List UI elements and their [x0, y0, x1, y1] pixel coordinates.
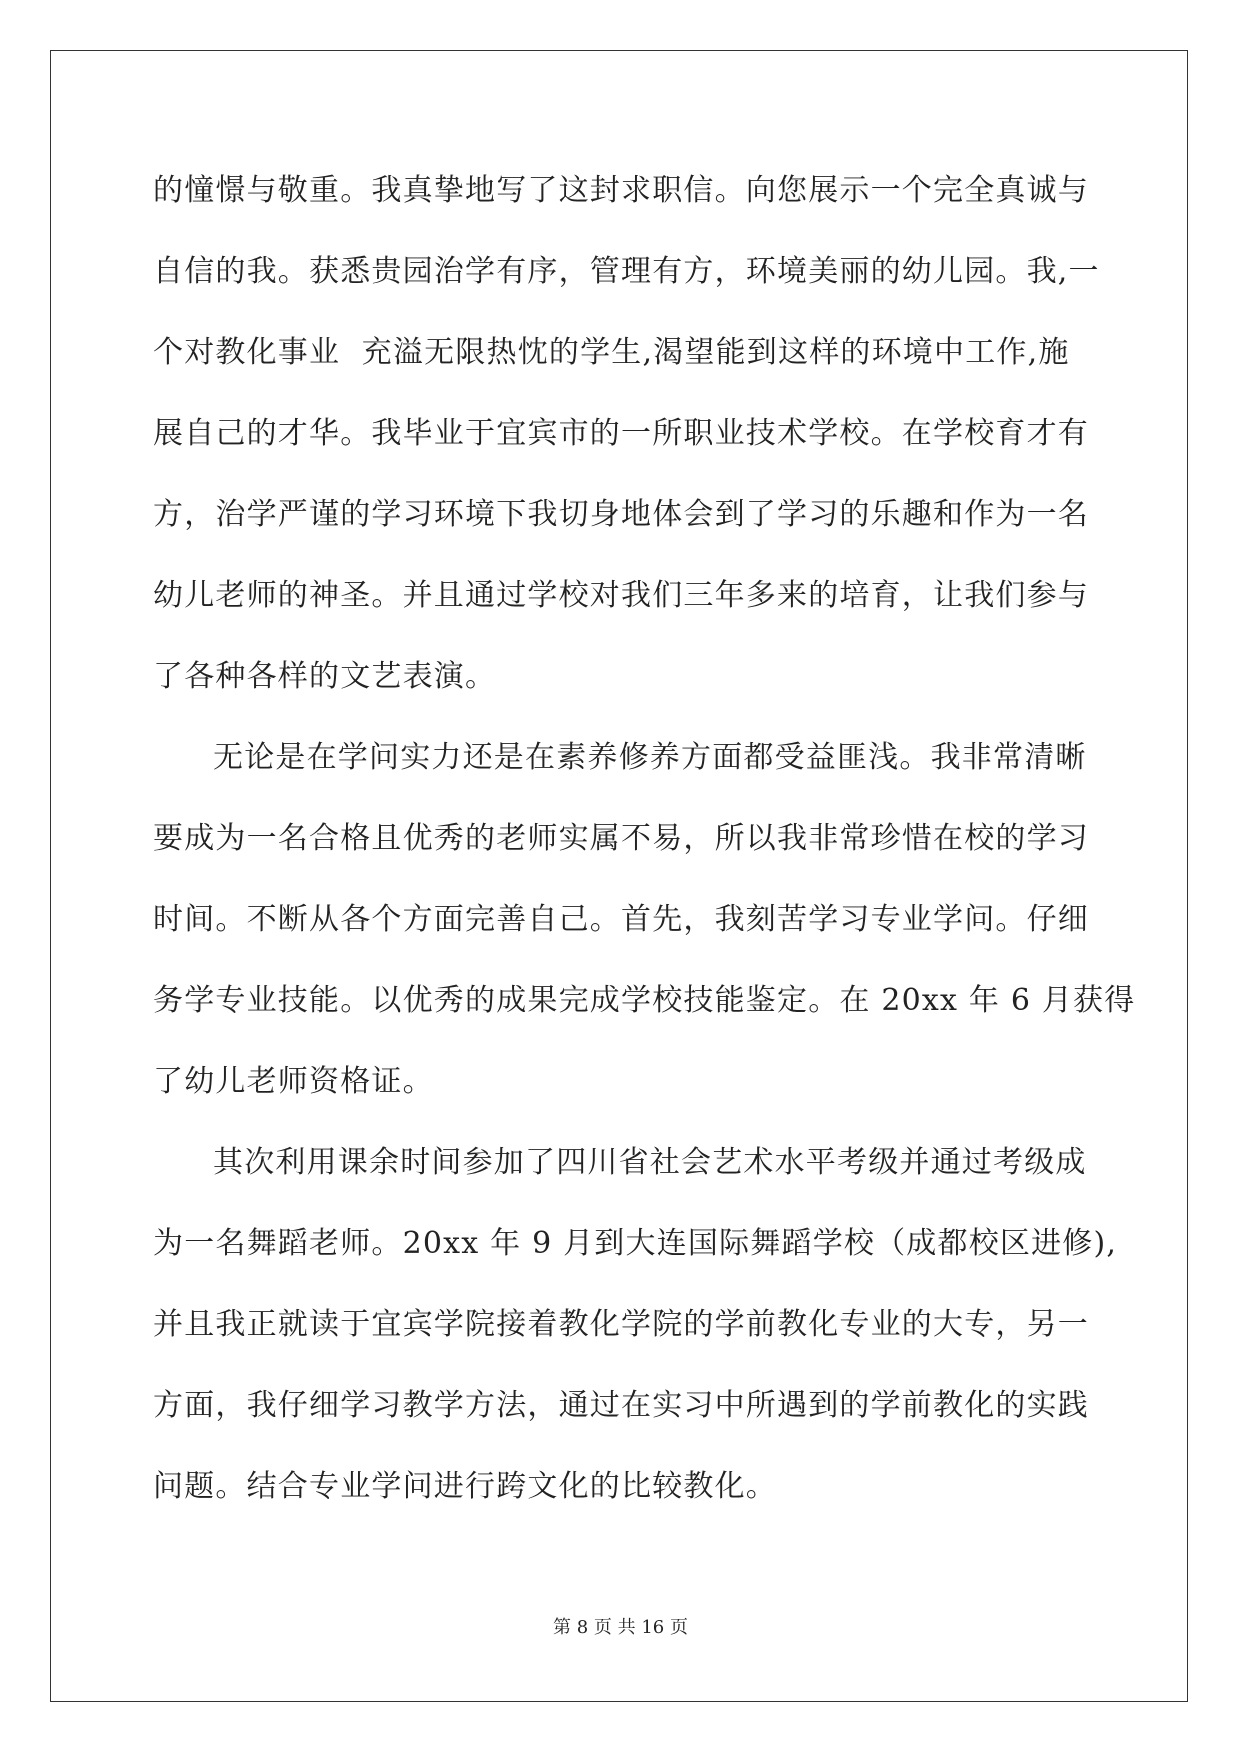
- text-line: 务学专业技能。以优秀的成果完成学校技能鉴定。在 20xx 年 6 月获得: [153, 983, 1136, 1018]
- text-line: 展自己的才华。我毕业于宜宾市的一所职业技术学校。在学校育才有: [153, 416, 1089, 451]
- text-line: 并且我正就读于宜宾学院接着教化学院的学前教化专业的大专，另一: [153, 1307, 1089, 1342]
- page-number: 第 8 页 共 16 页: [553, 1617, 688, 1638]
- paragraph-first-line: 无论是在学问实力还是在素养修养方面都受益匪浅。我非常清晰: [213, 740, 1087, 775]
- text-line: 了各种各样的文艺表演。: [153, 659, 497, 694]
- text-line: 幼儿老师的神圣。并且通过学校对我们三年多来的培育，让我们参与: [153, 578, 1089, 613]
- text-line: 自信的我。获悉贵园治学有序，管理有方，环境美丽的幼儿园。我,一: [153, 254, 1100, 289]
- text-line: 时间。不断从各个方面完善自己。首先，我刻苦学习专业学问。仔细: [153, 902, 1089, 937]
- text-line: 方面，我仔细学习教学方法，通过在实习中所遇到的学前教化的实践: [153, 1388, 1089, 1423]
- text-line: 问题。结合专业学问进行跨文化的比较教化。: [153, 1469, 777, 1504]
- text-line: 了幼儿老师资格证。: [153, 1064, 434, 1099]
- text-line: 要成为一名合格且优秀的老师实属不易，所以我非常珍惜在校的学习: [153, 821, 1089, 856]
- text-line: 个对教化事业 充溢无限热忱的学生,渴望能到这样的环境中工作,施: [153, 335, 1070, 370]
- text-line: 的憧憬与敬重。我真挚地写了这封求职信。向您展示一个完全真诚与: [153, 173, 1089, 208]
- paragraph-first-line: 其次利用课余时间参加了四川省社会艺术水平考级并通过考级成: [213, 1145, 1087, 1180]
- text-line: 为一名舞蹈老师。20xx 年 9 月到大连国际舞蹈学校（成都校区进修),: [153, 1226, 1118, 1261]
- document-body: [153, 160, 1136, 1537]
- text-line: 方，治学严谨的学习环境下我切身地体会到了学习的乐趣和作为一名: [153, 497, 1089, 532]
